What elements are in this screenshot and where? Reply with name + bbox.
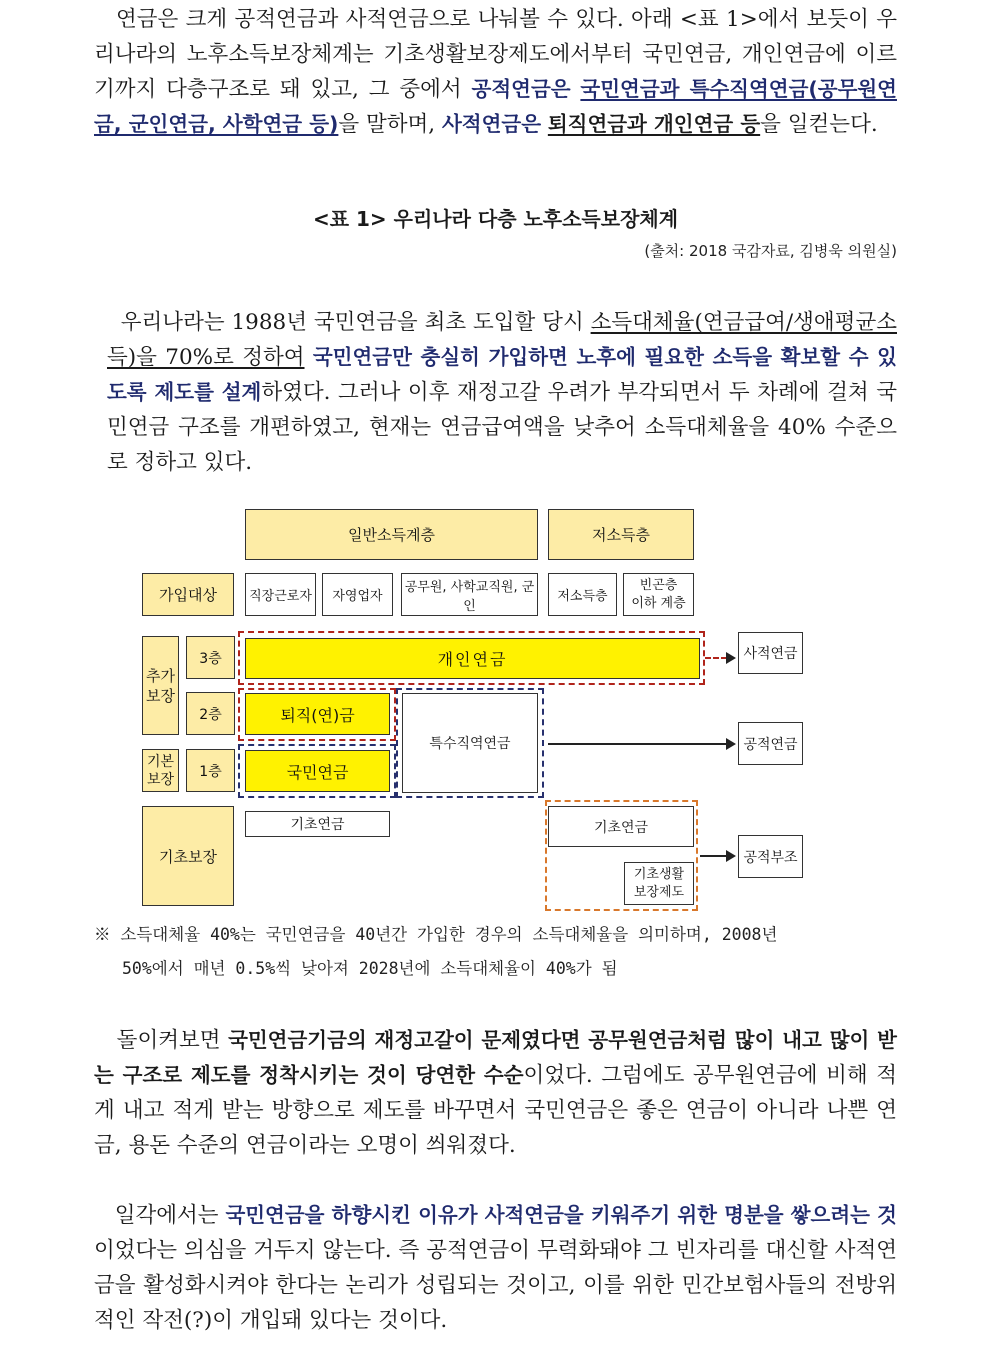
header-general-income: 일반소득계층 bbox=[245, 509, 538, 560]
bold-justification: 국민연금을 하향시킨 이유가 사적연금을 키워주기 위한 명분을 쌓으려는 것 bbox=[225, 1203, 897, 1227]
block-retirement-pension: 퇴직(연)금 bbox=[245, 693, 390, 735]
below-poverty-line1: 빈곤층 bbox=[639, 577, 678, 593]
label-basic-security bbox=[142, 749, 179, 792]
block-livelihood-security bbox=[624, 862, 694, 905]
outcome-private-pension: 사적연금 bbox=[738, 632, 803, 674]
bold-private-pension-list: 퇴직연금과 개인연금 등 bbox=[547, 112, 761, 136]
label-tier3: 3층 bbox=[186, 636, 235, 679]
outcome-public-pension: 공적연금 bbox=[738, 722, 803, 765]
label-tier1: 1층 bbox=[186, 749, 235, 792]
text-span: 연금은 크게 공적연금과 사적연금으로 나눠볼 수 있다. 아래 <표 1>에서 보듯이 우리나라의 노후소득보장체계는 기초생활보장제도에서부터 국민연금, 개인연금에 이르기까지 다층구조로 돼 있고, 그 중에서 bbox=[94, 7, 897, 102]
paragraph-fund-depletion bbox=[94, 1023, 897, 1163]
bold-public-pension: 공적연금은 bbox=[471, 77, 571, 101]
cell-employee: 직장근로자 bbox=[245, 573, 316, 616]
arrow-head-private bbox=[726, 652, 736, 664]
arrow-head-assistance bbox=[726, 850, 736, 862]
block-special-occupation-pension: 특수직역연금 bbox=[402, 693, 538, 793]
arrow-public-line bbox=[548, 743, 726, 745]
arrow-private-line bbox=[705, 657, 727, 659]
bold-design-intent: 국민연금만 충실히 가입하면 노후에 필요한 소득을 확보할 수 있도록 제도를 설계 bbox=[107, 345, 897, 404]
text-span: 이었다는 의심을 거두지 않는다. 즉 공적연금이 무력화돼야 그 빈자리를 대신할 사적연금을 활성화시켜야 한다는 논리가 성립되는 것이고, 이를 위한 민간보험사들의 전방위적인 작전(?)이 개입돼 있다는 것이다. bbox=[94, 1238, 897, 1333]
footnote-line1: ※ 소득대체율 40%는 국민연금을 40년간 가입한 경우의 소득대체율을 의미하며, 2008년 bbox=[94, 925, 778, 944]
bold-natural-step: 국민연금기금의 재정고갈이 문제였다면 공무원연금처럼 많이 내고 많이 받는 구조로 제도를 정착시키는 것이 당연한 수순 bbox=[94, 1028, 897, 1087]
paragraph-suspicion bbox=[94, 1198, 897, 1338]
basic-security-line1: 기본 bbox=[146, 753, 175, 770]
block-national-pension: 국민연금 bbox=[245, 750, 390, 792]
text-span bbox=[571, 77, 581, 102]
table-title: <표 1> 우리나라 다층 노후소득보장체계 bbox=[312, 207, 679, 231]
underlined-replacement-rate: 소득대체율(연금급여/생애평균소득)을 70%로 정하여 bbox=[107, 310, 897, 370]
additional-line1: 추가 bbox=[146, 666, 175, 685]
cell-low-income: 저소득층 bbox=[548, 573, 617, 616]
cell-below-poverty bbox=[623, 573, 694, 616]
text-span: 우리나라는 1988년 국민연금을 최초 도입할 당시 bbox=[120, 310, 591, 335]
bold-public-pension-list: 국민연금과 특수직역연금(공무원연금, 군인연금, 사학연금 등) bbox=[94, 77, 897, 136]
text-span bbox=[305, 345, 313, 370]
cell-self-employed: 자영업자 bbox=[322, 573, 393, 616]
bold-private-pension: 사적연금은 bbox=[441, 112, 541, 136]
header-low-income: 저소득층 bbox=[548, 509, 694, 560]
arrow-assistance-line bbox=[700, 855, 726, 857]
block-personal-pension: 개인연금 bbox=[245, 638, 700, 679]
label-tier2: 2층 bbox=[186, 692, 235, 735]
outcome-public-assistance: 공적부조 bbox=[738, 835, 803, 878]
label-additional-security bbox=[142, 636, 179, 735]
arrow-head-public bbox=[726, 738, 736, 750]
paragraph-pension-types bbox=[94, 2, 897, 142]
label-subscriber: 가입대상 bbox=[142, 573, 234, 616]
text-span bbox=[541, 112, 548, 137]
label-basic-guarantee: 기초보장 bbox=[142, 806, 234, 906]
livelihood-line1: 기초생활 bbox=[633, 866, 685, 882]
table-source: (출처: 2018 국감자료, 김병욱 의원실) bbox=[644, 242, 897, 260]
text-span: 일각에서는 bbox=[114, 1203, 226, 1228]
footnote-line2: 50%에서 매년 0.5%씩 낮아져 2028년에 소득대체율이 40%가 됨 bbox=[122, 959, 618, 978]
text-span: 하였다. 그러나 이후 재정고갈 우려가 부각되면서 두 차례에 걸쳐 국민연금 구조를 개편하였고, 현재는 연금급여액을 낮추어 소득대체율을 40% 수준으로 정하고 있다. bbox=[107, 380, 898, 475]
block-basic-pension-right: 기초연금 bbox=[548, 806, 694, 847]
text-span: 을 말하며, bbox=[338, 112, 442, 137]
livelihood-line2: 보장제도 bbox=[633, 884, 685, 900]
basic-security-line2: 보장 bbox=[146, 771, 175, 788]
additional-line2: 보장 bbox=[146, 686, 175, 705]
paragraph-replacement-rate bbox=[107, 305, 897, 480]
cell-civil-servants: 공무원, 사학교직원, 군인 bbox=[401, 573, 538, 616]
below-poverty-line2: 이하 계층 bbox=[631, 595, 686, 611]
text-span: 돌이켜보면 bbox=[116, 1028, 229, 1053]
block-basic-pension-left: 기초연금 bbox=[245, 811, 390, 837]
text-span: 이었다. 그럼에도 공무원연금에 비해 적게 내고 적게 받는 방향으로 제도를 바꾸면서 국민연금은 좋은 연금이 아니라 나쁜 연금, 용돈 수준의 연금이라는 오명이 씌워졌다. bbox=[94, 1063, 897, 1158]
text-span: 을 일컫는다. bbox=[760, 112, 878, 137]
